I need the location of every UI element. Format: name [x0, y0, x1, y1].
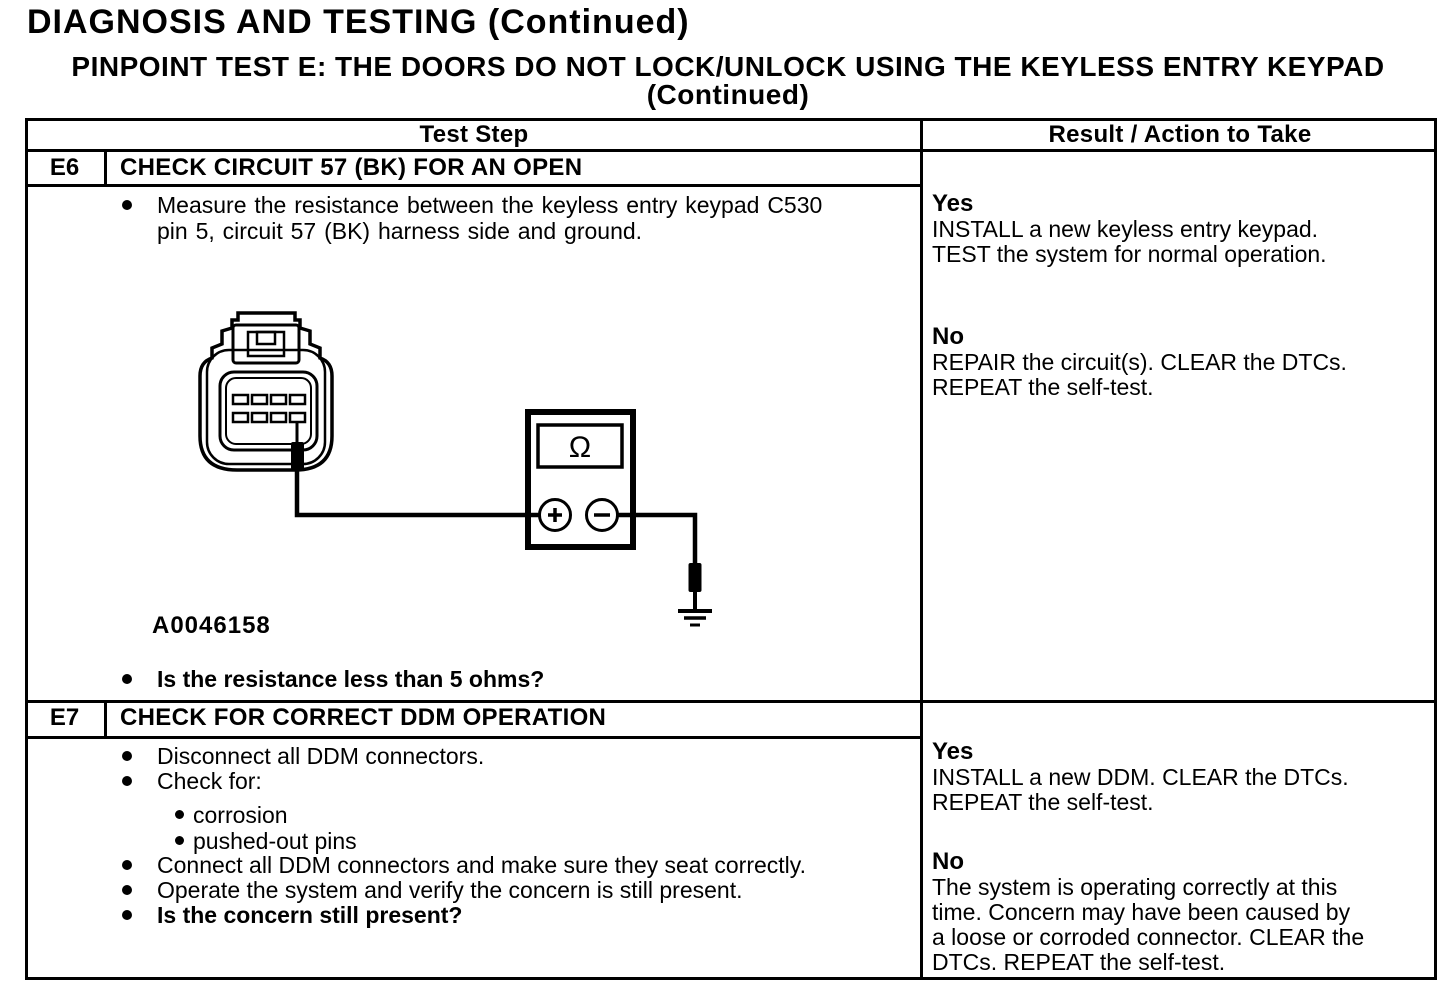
step-e6-id: E6 — [49, 154, 80, 181]
grid-line-e6-id-box — [104, 149, 107, 187]
step-e7-title: CHECK FOR CORRECT DDM OPERATION — [120, 704, 607, 731]
e7-bullet-check-for: Check for: — [120, 768, 262, 794]
grid-line-e6-e7-divider — [25, 700, 1437, 703]
wire-positive — [297, 470, 539, 515]
step-e7-id: E7 — [49, 704, 80, 731]
e6-result-yes — [932, 190, 1432, 267]
connector-pins — [233, 395, 305, 422]
e7-bullet-operate: Operate the system and verify the concern is still present. — [120, 877, 743, 903]
e6-yes-action: INSTALL a new keyless entry keypad. TEST the system for normal operation. — [932, 216, 1327, 267]
e6-instruction-text: Measure the resistance between the keyless entry keypad C530 pin 5, circuit 57 (BK) harness side and ground. — [157, 192, 823, 244]
e6-result-no — [932, 323, 1432, 400]
page-title: DIAGNOSIS AND TESTING (Continued) — [27, 3, 690, 41]
test-step-column-header: Test Step — [419, 121, 529, 148]
wire-negative — [618, 515, 696, 563]
figure-label: A0046158 — [152, 612, 271, 639]
e6-yes-label: Yes — [932, 190, 974, 217]
plus-terminal-icon — [540, 500, 571, 531]
grid-line-e7-id-box — [104, 700, 107, 739]
step-e6-title: CHECK CIRCUIT 57 (BK) FOR AN OPEN — [120, 154, 583, 181]
result-column-header: Result / Action to Take — [1048, 121, 1312, 148]
pinpoint-test-title: PINPOINT TEST E: THE DOORS DO NOT LOCK/UNLOCK USING THE KEYLESS ENTRY KEYPAD — [71, 51, 1385, 82]
e7-subbullet-pushed-out-pins: pushed-out pins — [175, 828, 357, 854]
e7-no-label: No — [932, 848, 964, 875]
pinpoint-test-continued: (Continued) — [646, 79, 810, 110]
e6-question: Is the resistance less than 5 ohms? — [120, 666, 544, 692]
e7-no-action: The system is operating correctly at this time. Concern may have been caused by a loose or corroded connector. CLEAR the DTCs. REPEAT the self-test. — [932, 874, 1365, 975]
ohm-symbol: Ω — [568, 431, 592, 464]
ground-icon — [678, 611, 712, 625]
e6-no-label: No — [932, 323, 964, 350]
e6-test-figure — [145, 298, 765, 648]
minus-terminal-icon — [587, 500, 618, 531]
connector-latch — [233, 325, 299, 363]
e6-no-action: REPAIR the circuit(s). CLEAR the DTCs. REPEAT the self-test. — [932, 349, 1347, 400]
grid-line-header-bottom — [25, 149, 1437, 152]
e7-result-yes — [932, 738, 1432, 815]
e7-bullet-connect: Connect all DDM connectors and make sure they seat correctly. — [120, 852, 806, 878]
e7-yes-action: INSTALL a new DDM. CLEAR the DTCs. REPEAT the self-test. — [932, 764, 1349, 815]
probe-icon — [291, 442, 304, 470]
e6-instruction-bullet — [120, 192, 822, 244]
ground-probe-icon — [689, 563, 702, 592]
e7-result-no — [932, 848, 1432, 975]
multimeter-icon — [528, 412, 633, 547]
e7-yes-label: Yes — [932, 738, 974, 765]
grid-line-e7-title-bottom — [25, 736, 923, 739]
e7-bullet-disconnect: Disconnect all DDM connectors. — [120, 743, 484, 769]
connector-cavity — [220, 372, 317, 450]
grid-line-e6-title-bottom — [25, 184, 923, 187]
e7-subbullet-corrosion: corrosion — [175, 802, 288, 828]
connector-icon — [200, 313, 332, 470]
grid-line-column-divider — [920, 118, 923, 980]
e7-question: Is the concern still present? — [120, 902, 462, 928]
